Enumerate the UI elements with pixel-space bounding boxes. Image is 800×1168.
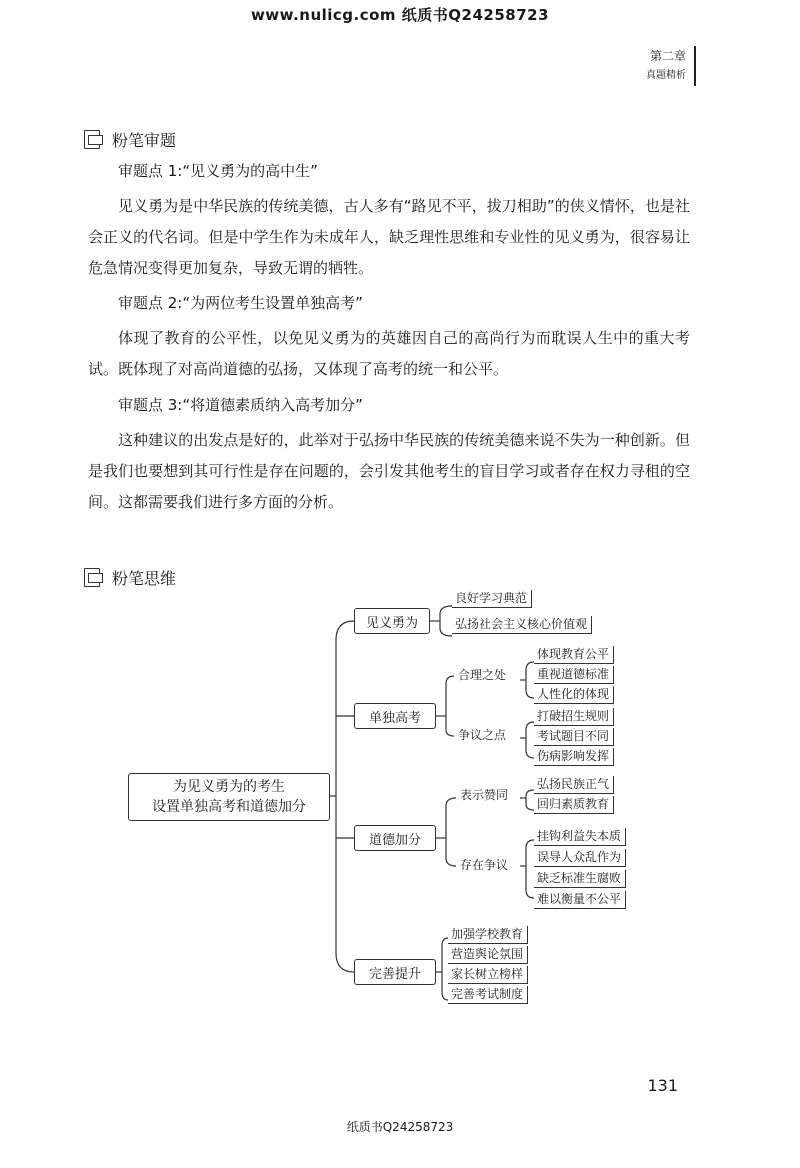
- leaf-item: 缺乏标准生腐败: [534, 870, 626, 888]
- page-number: 131: [647, 1076, 678, 1095]
- leaf-item: 家长树立榜样: [448, 966, 528, 984]
- mindmap-root: [128, 773, 330, 821]
- paragraph-1: 见义勇为是中华民族的传统美德，古人多有“路见不平，拔刀相助”的侠义情怀，也是社会正义的代名词。但是中学生作为未成年人，缺乏理性思维和专业性的见义勇为，很容易让危急情况变得更加复杂，导致无谓的牺牲。: [88, 197, 690, 277]
- connector-g4-leaves: [526, 840, 534, 898]
- connector-g2-leaves: [526, 722, 534, 758]
- watermark-bottom: 纸质书Q24258723: [346, 1120, 454, 1134]
- connector-b1-leaves: [440, 606, 452, 636]
- connector-g3-leaves: [526, 790, 534, 810]
- connector-trunk: [336, 621, 354, 972]
- leaf-item: 弘扬民族正气: [534, 776, 614, 794]
- leaf-item: 挂钩利益失本质: [534, 828, 626, 846]
- group-label-zhengyi: 争议之点: [458, 728, 507, 742]
- section-title-shenti: 粉笔审题: [112, 131, 177, 150]
- point-label-1: 审题点 1:“见义勇为的高中生”: [118, 162, 318, 180]
- leaf-item: 考试题目不同: [534, 728, 614, 746]
- point-label-2: 审题点 2:“为两位考生设置单独高考”: [118, 294, 363, 312]
- branch-jianyiyongwei: 见义勇为: [354, 608, 430, 634]
- chapter-subtitle: 真题精析: [646, 70, 686, 81]
- leaf-item: 打破招生规则: [534, 708, 614, 726]
- section-title-siwei: 粉笔思维: [112, 569, 177, 588]
- chapter-title: 第二章: [649, 49, 686, 63]
- leaf-item: 误导人众乱作为: [534, 849, 626, 867]
- branch-daodejiafen: 道德加分: [354, 825, 436, 851]
- leaf-item: 体现教育公平: [534, 646, 614, 664]
- mindmap-root-line2: 设置单独高考和道德加分: [152, 799, 306, 815]
- leaf-item: 伤病影响发挥: [534, 748, 614, 766]
- branch-dandugaokao: 单独高考: [354, 703, 436, 729]
- group-label-heli: 合理之处: [458, 668, 507, 682]
- branch-wanshan: 完善提升: [354, 959, 436, 985]
- group-label-cunzai: 存在争议: [460, 858, 509, 872]
- mindmap-root-line1: 为见义勇为的考生: [173, 779, 285, 795]
- leaf-item: 回归素质教育: [534, 796, 614, 814]
- leaf-item: 营造舆论氛围: [448, 946, 528, 964]
- leaf-item: 完善考试制度: [448, 986, 528, 1004]
- leaf-item: 重视道德标准: [534, 666, 614, 684]
- paragraph-3: 这种建议的出发点是好的，此举对于弘扬中华民族的传统美德来说不失为一种创新。但是我们也要想到其可行性是存在问题的，会引发其他考生的盲目学习或者存在权力寻租的空间。这都需要我们进行多方面的分析。: [88, 431, 690, 511]
- leaf-item: 弘扬社会主义核心价值观: [452, 616, 592, 634]
- paragraph-2: 体现了教育的公平性，以免见义勇为的英雄因自己的高尚行为而耽误人生中的重大考试。既体现了对高尚道德的弘扬，又体现了高考的统一和公平。: [88, 329, 690, 378]
- leaf-item: 人性化的体现: [534, 686, 614, 704]
- watermark-top: www.nulicg.com 纸质书Q24258723: [250, 6, 550, 24]
- connector-g1-leaves: [526, 662, 534, 698]
- connector-b2-groups: [446, 676, 454, 736]
- leaf-item: 加强学校教育: [448, 926, 528, 944]
- point-label-3: 审题点 3:“将道德素质纳入高考加分”: [118, 396, 363, 414]
- leaf-item: 难以衡量不公平: [534, 891, 626, 909]
- group-label-zantong: 表示赞同: [460, 788, 509, 802]
- connector-b3-groups: [446, 798, 456, 866]
- leaf-item: 良好学习典范: [452, 590, 532, 608]
